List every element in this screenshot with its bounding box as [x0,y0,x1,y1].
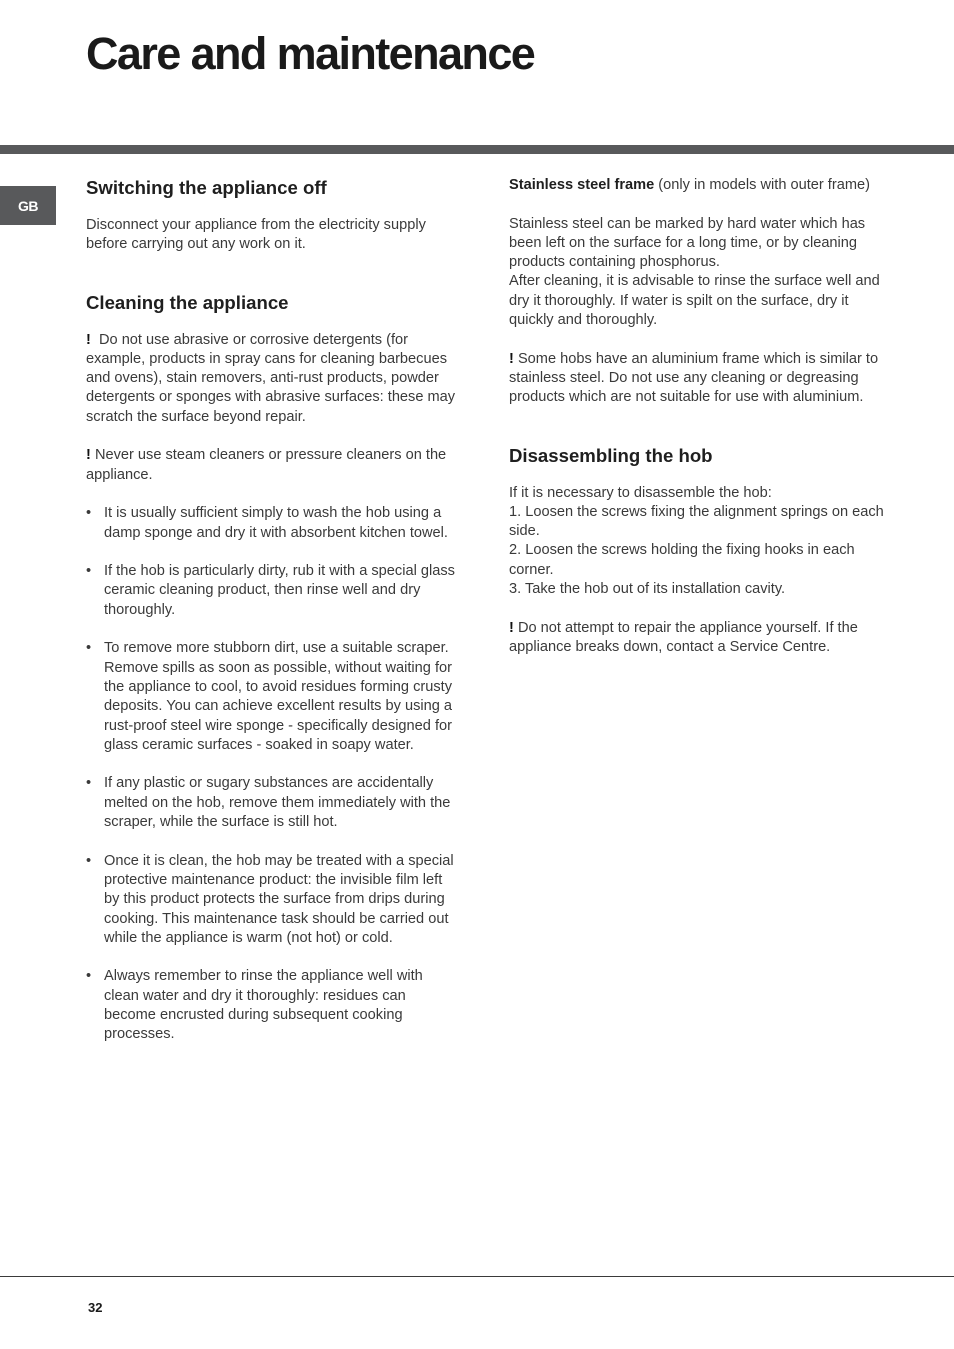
cleaning-warning-1-text: Do not use abrasive or corrosive detergents (for example, products in spray cans for cleaning barbecues and ovens), stain removers, anti-rust products, powder detergents or sponges with abrasive surfaces: these may scratch the surface beyond repair. [86,331,456,425]
right-column [509,176,891,657]
list-item: • Once it is clean, the hob may be treated with a special protective maintenance product: the invisible film left by this product protects the surface from drips during cooking. This maintenance task should be carried out while the appliance is warm (not hot) or cold. [86,852,461,948]
stainless-heading-line [509,176,891,195]
cleaning-bullet-list [86,504,461,1044]
cleaning-warning-2 [86,446,461,485]
page-number: 32 [88,1300,103,1315]
list-item: • To remove more stubborn dirt, use a suitable scraper. Remove spills as soon as possible, without waiting for the appliance to cool, to avoid residues forming crusty deposits. You can achieve excellent results by using a rust-proof steel wire sponge - specifically designed for glass ceramic surfaces - soaked in soapy water. [86,639,461,755]
cleaning-warning-2-text: Never use steam cleaners or pressure cleaners on the appliance. [86,447,447,483]
warning-icon: ! [509,619,514,636]
stainless-warning [509,350,891,408]
disassembling-step: 3. Take the hob out of its installation cavity. [509,581,786,598]
list-item: • Always remember to rinse the appliance well with clean water and dry it thoroughly: residues can become encrusted during subsequent cooking processes. [86,967,461,1044]
disassembling-warning-text: Do not attempt to repair the appliance yourself. If the appliance breaks down, contact a Service Centre. [509,619,858,655]
list-item: • If any plastic or sugary substances are accidentally melted on the hob, remove them immediately with the scraper, while the surface is still hot. [86,774,461,832]
disassembling-warning [509,619,891,658]
list-item: • If the hob is particularly dirty, rub it with a special glass ceramic cleaning product, then rinse well and dry thoroughly. [86,562,461,620]
disassembling-heading: Disassembling the hob [509,444,713,466]
warning-icon: ! [86,447,91,464]
page-title: Care and maintenance [86,28,535,79]
cleaning-warning-1 [86,331,461,427]
list-item: • It is usually sufficient simply to wash the hob using a damp sponge and dry it with absorbent kitchen towel. [86,504,461,543]
left-column [86,176,461,1045]
bottom-divider [0,1276,954,1277]
disassembling-intro: If it is necessary to disassemble the hob: [509,484,772,501]
disassembling-step: 2. Loosen the screws holding the fixing hooks in each corner. [509,542,855,578]
stainless-heading-note: (only in models with outer frame) [658,177,870,193]
stainless-heading: Stainless steel frame [509,177,655,193]
top-divider [0,145,954,154]
disassembling-step: 1. Loosen the screws fixing the alignment springs on each side. [509,503,884,540]
cleaning-heading: Cleaning the appliance [86,291,289,313]
warning-icon: ! [86,331,91,348]
stainless-warning-text: Some hobs have an aluminium frame which is similar to stainless steel. Do not use any cleaning or degreasing products which are not suitable for use with aluminium. [509,350,879,406]
stainless-text-1: Stainless steel can be marked by hard water which has been left on the surface for a long time, or by cleaning products containing phosphorus. [509,215,866,271]
language-tab: GB [0,186,56,225]
switching-text: Disconnect your appliance from the electricity supply before carrying out any work on it. [86,217,426,253]
warning-icon: ! [509,350,514,367]
stainless-text-2: After cleaning, it is advisable to rinse the surface well and dry it thoroughly. If water is spilt on the surface, dry it quickly and thoroughly. [509,273,880,329]
switching-heading: Switching the appliance off [86,177,327,198]
